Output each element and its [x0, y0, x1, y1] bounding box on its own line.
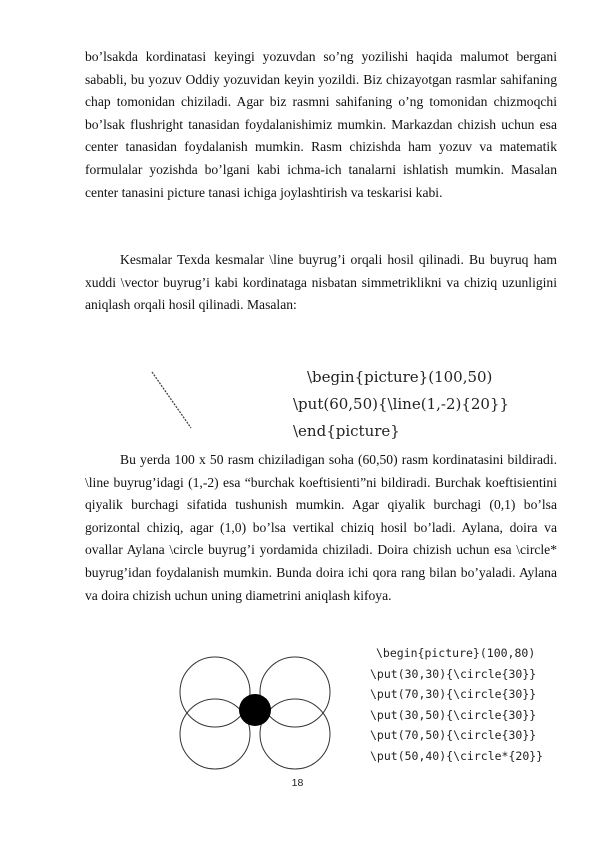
circles-figure	[175, 650, 335, 770]
code-line: \put(60,50){\line(1,-2){20}}	[293, 395, 510, 413]
code-block-circles	[370, 643, 543, 766]
code-line: \put(30,30){\circle{30}}	[370, 666, 537, 681]
code-line: \put(50,40){\circle*{20}}	[370, 748, 544, 763]
circle-outline	[260, 657, 330, 727]
code-line: \begin{picture}(100,50)	[307, 368, 493, 386]
body-paragraph-3: Bu yerda 100 x 50 rasm chiziladigan soha (60,50) rasm kordinatasini bildiradi. \line buyrug’idagi (1,-2) esa “burchak koeftisienti”ni bildiradi. Burchak koeftisientini qiyalik burchagi sifatida tushunish mumkin. Agar qiyalik burchagi (0,1) bo’lsa gorizontal chiziq, agar (1,0) bo’lsa vertikal chiziq hosil bo’ladi. Aylana, doira va ovallar Aylana \circle buyrug’i yordamida chiziladi. Doira chizish uchun esa \circle* buyrug’idan foydalanish mumkin. Bunda doira ichi qora rang bilan bo’yaladi. Aylana va doira chizish uchun uning diametrini aniqlash kifoya.	[85, 452, 557, 603]
circle-outline	[180, 657, 250, 727]
code-line: \end{picture}	[293, 422, 400, 440]
body-paragraph-2: Kesmalar Texda kesmalar \line buyrug’i orqali hosil qilinadi. Bu buyruq ham xuddi \vector buyrug’i kabi kordinataga nisbatan simmetriklikni va chiziq uzunligini aniqlash orqali hosil qilinadi. Masalan:	[85, 252, 557, 313]
code-line: \put(70,30){\circle{30}}	[370, 687, 537, 701]
code-line: \put(70,50){\circle{30}}	[370, 728, 537, 742]
code-block-line	[293, 364, 509, 445]
filled-disc	[239, 694, 271, 726]
page-number: 18	[291, 777, 304, 789]
body-paragraph-1: bo’lsakda kordinatasi keyingi yozuvdan so’ng yozilishi haqida malumot bergani sababli, bu yozuv Oddiy yozuvidan keyin yozildi. Biz chizayotgan rasmlar sahifaning chap tomonidan chiziladi. Agar biz rasmni sahifaning o’ng tomonidan chizmoqchi bo’lsak flushright tanasidan foydalanishimiz mumkin. Markazdan chizish uchun esa center tanasidan foydalanish mumkin. Rasm chizishda ham yozuv va matematik formulalar yozishda bo’lgani kabi ichma-ich tanalarni ishlatish mumkin. Masalan center tanasini picture tanasi ichiga joylashtirish va teskarisi kabi.	[85, 49, 557, 200]
code-line: \begin{picture}(100,80)	[376, 646, 536, 660]
code-line: \put(30,50){\circle{30}}	[370, 707, 537, 722]
line-figure	[148, 368, 198, 430]
